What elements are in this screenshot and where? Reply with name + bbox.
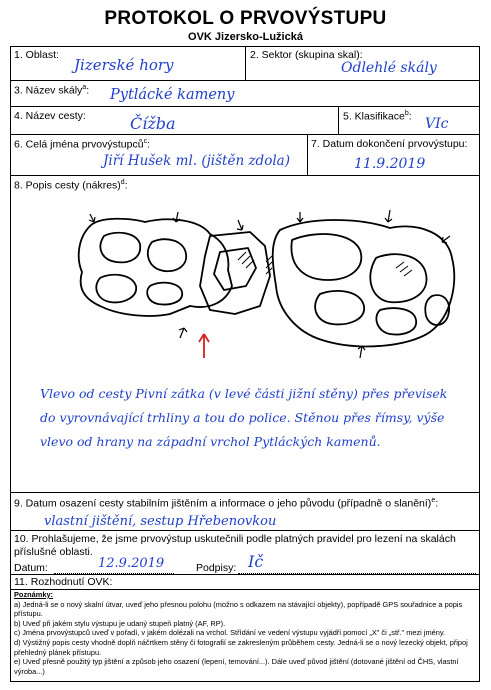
route-arrow	[199, 334, 209, 358]
row-divider	[10, 175, 480, 176]
page-subtitle: OVK Jizersko-Lužická	[188, 31, 303, 43]
skala-value: Pytlácké kameny	[110, 87, 235, 103]
sketch-rock	[425, 295, 449, 325]
sketch-rock	[96, 275, 136, 303]
ovk-label: 11. Rozhodnutí OVK:	[14, 576, 113, 588]
sketch-rock	[148, 239, 186, 271]
sketch-rock	[100, 233, 140, 263]
datum-value: 11.9.2019	[354, 156, 426, 172]
datum-line	[54, 573, 174, 574]
prohlaseni-label-2: příslušné oblasti.	[14, 546, 93, 558]
row-divider	[10, 134, 480, 135]
prohlaseni-datum-value: 12.9.2019	[98, 556, 165, 571]
podpisy-line	[238, 573, 476, 574]
row-divider	[10, 492, 480, 493]
page-title: PROTOKOL O PRVOVÝSTUPU	[104, 8, 387, 29]
column-divider	[245, 46, 246, 80]
note-item: a) Jedná-li se o nový skalní útvar, uveď jeho přesnou polohu (možno s odkazem na stávající objekty), popřípadě GPS souřadnice a popis přístupu.	[14, 599, 463, 619]
note-item: e) Uveď přesně použitý typ jištění a způsob jeho osazení (lepení, temování...). Dále uveď původ jištění (dotované jištění od ČHS, vlastní výroba...)	[14, 657, 459, 676]
sketch-rock	[200, 232, 270, 314]
jisteni-label: 9. Datum osazení cesty stabilním jištěním a informace o jeho původu (případně o slanění)$^e$:	[14, 497, 439, 510]
podpisy-label: Podpisy:	[196, 562, 237, 574]
jisteni-value: vlastní jištění, sestup Hřebenovkou	[44, 514, 277, 529]
note-item: b) Uveď při jakém stylu výstupu je udaný stupeň platný (AF, RP).	[14, 618, 226, 628]
prvovystupci-value: Jiří Hušek ml. (jištěn zdola)	[103, 153, 290, 169]
datum-label: 7. Datum dokončení prvovýstupu:	[311, 138, 468, 150]
note-item: d) Výstižný popis cesty vhodně doplň náčrtkem stěny či fotografií se zakresleným průběhem cesty. Jedná-li se o nový lezecký objekt, připoj přehledný plánek přístupu.	[14, 637, 468, 657]
row-divider	[10, 530, 480, 531]
popis-text-line: Vlevo od cesty Pivní zátka (v levé části jižní stěny) přes převisek	[40, 386, 448, 401]
skala-label: 3. Název skály$^a$:	[14, 84, 90, 97]
column-divider	[338, 106, 339, 134]
notes	[14, 590, 478, 676]
cesta-value: Čížba	[130, 114, 176, 133]
sketch-rock	[291, 234, 361, 280]
oblast-label: 1. Oblast:	[14, 49, 59, 61]
oblast-value: Jizerské hory	[74, 56, 174, 74]
popis-label: 8. Popis cesty (nákres)$^d$:	[14, 179, 128, 192]
note-item: c) Jména prvovýstupců uveď v pořadí, v jakém dolézali na vrchol. Střídání ve vedení výstupu vyjádři pomocí „X" či „stř." mezi jmény.	[14, 628, 446, 638]
prvovystupci-label: 6. Celá jména prvovýstupců$^c$:	[14, 138, 150, 151]
popis-text-line: do vyrovnávající trhliny a tou do police. Stěnou přes římsy, výše	[40, 410, 445, 425]
klasifikace-label: 5. Klasifikace$^b$:	[343, 110, 412, 123]
notes-heading: Poznámky:	[14, 590, 54, 599]
sketch-rock	[376, 308, 416, 334]
sektor-label: 2. Sektor (skupina skal):	[250, 49, 363, 61]
sketch-rock	[370, 254, 426, 302]
row-divider	[10, 106, 480, 107]
podpisy-signature: Ič	[248, 552, 264, 571]
route-sketch	[60, 206, 460, 368]
cesta-label: 4. Název cesty:	[14, 110, 86, 122]
sketch-rock	[315, 291, 364, 324]
popis-text-line: vlevo od hrany na západní vrchol Pytláckých kamenů.	[40, 434, 381, 449]
prohlaseni-label: 10. Prohlašujeme, že jsme prvovýstup uskutečnili podle platných pravidel pro lezení na skalách	[14, 533, 456, 545]
column-divider	[307, 134, 308, 175]
row-divider	[10, 574, 480, 575]
sketch-rock	[147, 283, 182, 305]
sketch-rock	[214, 248, 256, 290]
sektor-value: Odlehlé skály	[341, 60, 437, 76]
prohlaseni-datum-label: Datum:	[14, 562, 48, 574]
klasifikace-value: VIc	[425, 116, 449, 132]
row-divider	[10, 80, 480, 81]
